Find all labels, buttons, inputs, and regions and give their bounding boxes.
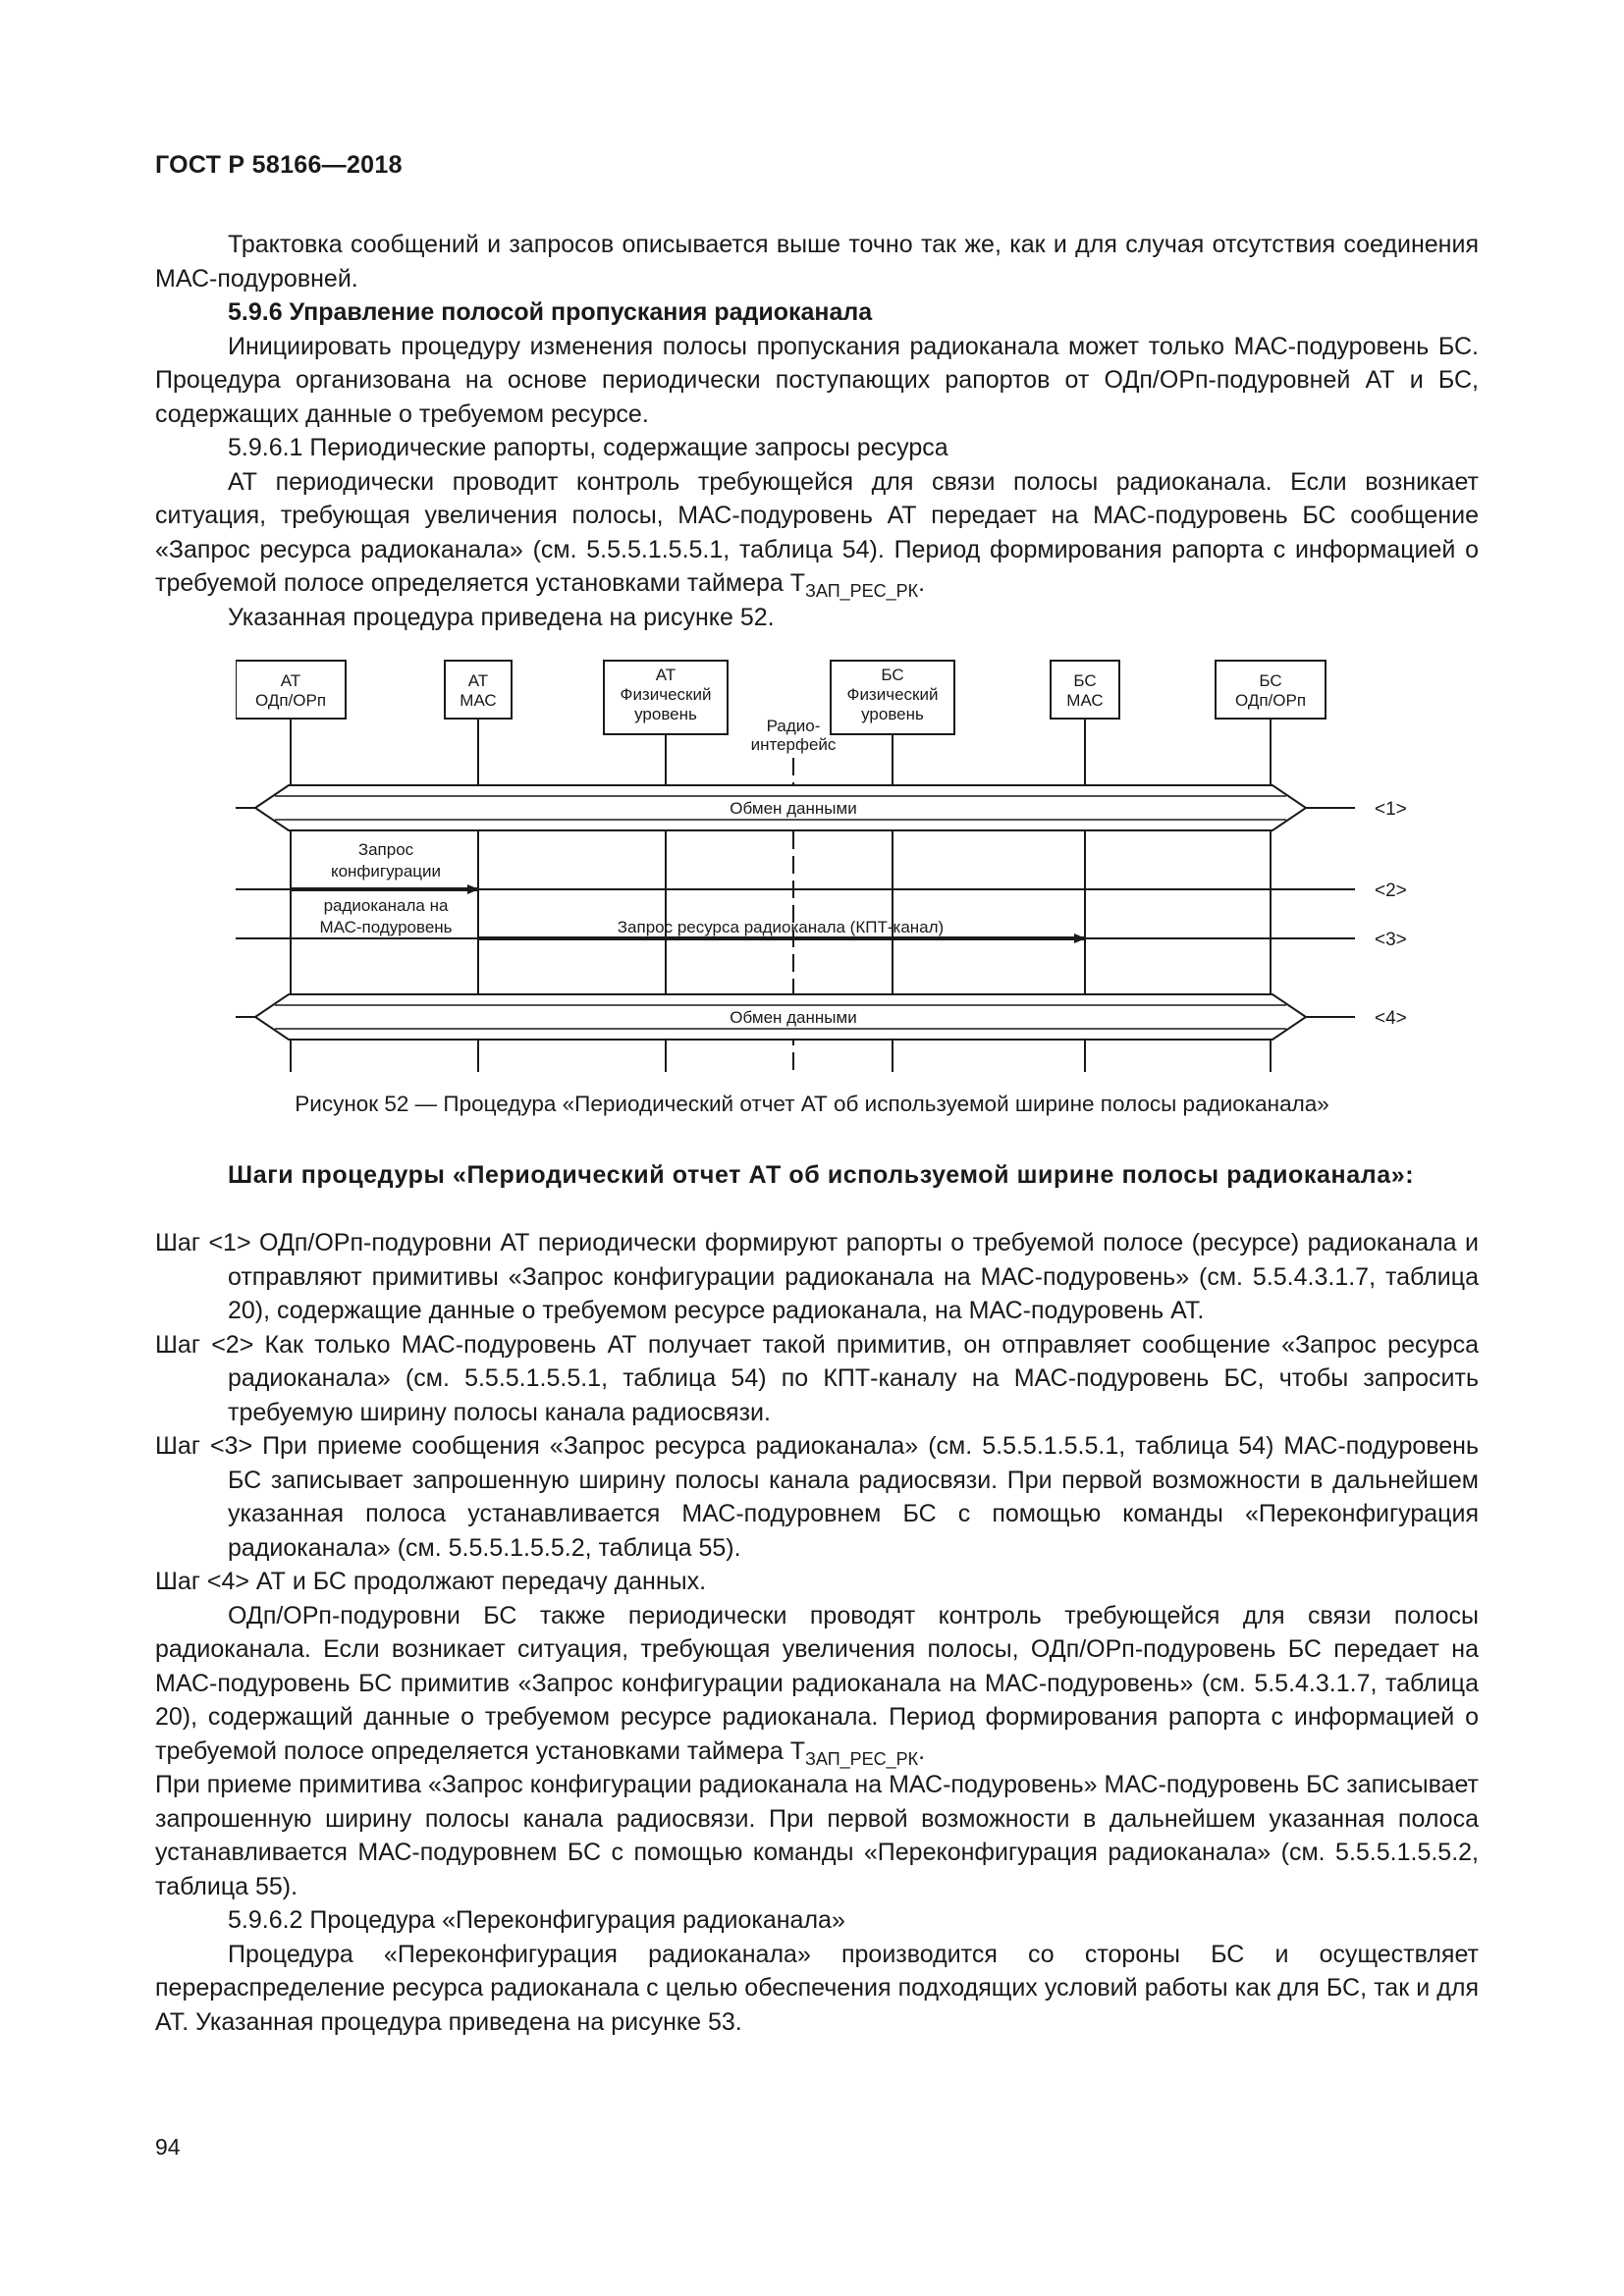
entity-bs-odp-line2: ОДп/ОРп <box>1234 691 1307 710</box>
entity-at-mac <box>445 661 512 719</box>
entity-bs-mac <box>1051 661 1119 719</box>
entity-at-phy <box>604 661 728 734</box>
entity-at-phy-line3: уровень <box>634 705 697 723</box>
paragraph-3: Указанная процедура приведена на рисунке 52. <box>228 603 775 631</box>
steps-block <box>155 1226 1479 2039</box>
steps-title: Шаги процедуры «Периодический отчет АТ об используемой ширине полосы радиоканала»: <box>228 1161 1415 1189</box>
step-2-text: Шаг <2> Как только МАС-подуровень АТ получает такой примитив, он отправляет сообщение «Запрос ресурса радиоканала» (см. 5.5.5.1.5.5.1, таблица 54) по КПТ-каналу на МАС-подуровень БС, чтобы запросить требуемую ширину полосы канала радиосвязи. <box>155 1330 1479 1426</box>
radio-label-2: интерфейс <box>750 735 837 754</box>
exchange-bar-2 <box>255 994 1306 1040</box>
sequence-diagram <box>236 648 1434 1080</box>
paragraph-2: АТ периодически проводит контроль требующейся для связи полосы радиоканала. Если возникает ситуация, требующая увеличения полосы, МАС-подуровень АТ передает на МАС-подуровень БС сообщение «Запрос ресурса радиоканала» (см. 5.5.5.1.5.5.1, таблица 54). Период формирования рапорта с информацией о требуемой полосе определяется установками таймера $Т_{ЗАП\_РЕС\_РК}$. <box>155 467 1479 601</box>
entity-bs-phy-line1: БС <box>881 666 904 684</box>
step-label-3: <3> <box>1375 930 1407 950</box>
request-config-line3: радиоканала на <box>323 896 449 915</box>
radio-label-1: Радио- <box>766 717 821 735</box>
entity-bs-mac-line2: МАС <box>1066 691 1104 710</box>
step-4-text: Шаг <4> АТ и БС продолжают передачу данных. <box>155 1568 707 1595</box>
entity-at-phy-line1: АТ <box>655 666 677 684</box>
document-header: ГОСТ Р 58166—2018 <box>155 151 403 179</box>
request-config-line1: Запрос <box>357 840 414 859</box>
entity-at-odp <box>236 661 346 719</box>
exchange-label-2: Обмен данными <box>730 1008 857 1027</box>
entity-bs-phy <box>831 661 954 734</box>
timer-subscript-2: ЗАП_РЕС_РК <box>805 1748 919 1769</box>
entity-at-odp-line2: ОДп/ОРп <box>254 691 327 710</box>
paragraph-6: Процедура «Переконфигурация радиоканала» производится со стороны БС и осуществляет перераспределение ресурса радиоканала с целью обеспечения подходящих условий работы как для БС, так и для АТ. Указанная процедура приведена на рисунке 53. <box>155 1940 1479 2036</box>
entity-bs-odp-line1: БС <box>1259 671 1282 690</box>
step-label-1: <1> <box>1375 799 1407 820</box>
step-label-4: <4> <box>1375 1008 1407 1029</box>
entity-at-mac-line2: МАС <box>460 691 497 710</box>
entity-at-phy-line2: Физический <box>620 685 712 704</box>
exchange-label-1: Обмен данными <box>730 799 857 818</box>
entity-bs-phy-line3: уровень <box>861 705 924 723</box>
entity-bs-odp <box>1216 661 1326 719</box>
entity-bs-phy-line2: Физический <box>846 685 939 704</box>
subsection-title: 5.9.6.1 Периодические рапорты, содержащие запросы ресурса <box>228 434 948 461</box>
entity-at-mac-line1: АТ <box>467 671 489 690</box>
request-config-line2: конфигурации <box>330 862 442 881</box>
paragraph-1: Инициировать процедуру изменения полосы пропускания радиоканала может только МАС-подуровень БС. Процедура организована на основе периодически поступающих рапортов от ОДп/ОРп-подуровней АТ и БС, содержащих данные о требуемом ресурсе. <box>155 332 1479 428</box>
figure-caption: Рисунок 52 — Процедура «Периодический отчет АТ об используемой ширине полосы радиоканала» <box>295 1092 1329 1116</box>
exchange-bar-1 <box>255 785 1306 830</box>
request-config-line4: МАС-подуровень <box>319 918 453 936</box>
timer-subscript: ЗАП_РЕС_РК <box>805 581 919 601</box>
top-text-block <box>155 228 1479 634</box>
subsection-title-2: 5.9.6.2 Процедура «Переконфигурация радиоканала» <box>228 1906 845 1934</box>
resource-request-label: Запрос ресурса радиоканала (КПТ-канал) <box>617 918 945 936</box>
paragraph-4: ОДп/ОРп-подуровни БС также периодически проводят контроль требующейся для связи полосы радиоканала. Если возникает ситуация, требующая увеличения полосы, ОДп/ОРп-подуровень БС передает на МАС-подуровень БС примитив «Запрос конфигурации радиоканала на МАС-подуровень» (см. 5.5.4.3.1.7, таблица 20), содержащий данные о требуемом ресурсе радиоканала. Период формирования рапорта с информацией о требуемой полосе определяется установками таймера $Т_{ЗАП\_РЕС\_РК}$. <box>155 1601 1479 1769</box>
entity-bs-mac-line1: БС <box>1073 671 1097 690</box>
paragraph-5: При приеме примитива «Запрос конфигурации радиоканала на МАС-подуровень» МАС-подуровень БС записывает запрошенную ширину полосы канала радиосвязи. При первой возможности в дальнейшем указанная полоса устанавливается МАС-подуровнем БС с помощью команды «Переконфигурация радиоканала» (см. 5.5.5.1.5.5.2, таблица 55). <box>155 1771 1479 1900</box>
step-label-2: <2> <box>1375 881 1407 901</box>
intro-paragraph: Трактовка сообщений и запросов описывается выше точно так же, как и для случая отсутствия соединения МАС-подуровней. <box>155 231 1479 293</box>
page-number: 94 <box>155 2134 181 2160</box>
step-3-text: Шаг <3> При приеме сообщения «Запрос ресурса радиоканала» (см. 5.5.5.1.5.5.1, таблица 54) МАС-подуровень БС записывает запрошенную ширину полосы канала радиосвязи. При первой возможности в дальнейшем указанная полоса устанавливается МАС-подуровнем БС с помощью команды «Переконфигурация радиоканала» (см. 5.5.5.1.5.5.2, таблица 55). <box>155 1432 1479 1562</box>
step-1-text: Шаг <1> ОДп/ОРп-подуровни АТ периодически формируют рапорты о требуемой полосе (ресурсе) радиоканала и отправляют примитивы «Запрос конфигурации радиоканала на МАС-подуровень» (см. 5.5.4.3.1.7, таблица 20), содержащие данные о требуемом ресурсе радиоканала, на МАС-подуровень АТ. <box>155 1229 1479 1324</box>
section-title: 5.9.6 Управление полосой пропускания радиоканала <box>228 298 873 326</box>
entity-at-odp-line1: АТ <box>280 671 301 690</box>
